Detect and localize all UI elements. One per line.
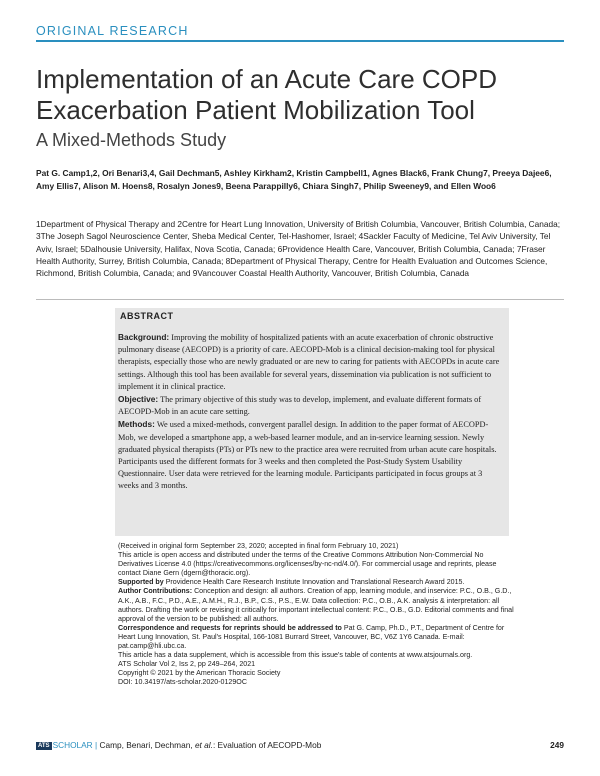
- citation-note: ATS Scholar Vol 2, Iss 2, pp 249–264, 2021: [118, 660, 256, 669]
- methods-label: Methods:: [118, 419, 155, 430]
- abstract-body: [118, 331, 502, 493]
- article-subtitle: A Mixed-Methods Study: [36, 130, 227, 150]
- background-text: Improving the mobility of hospitalized patients with an acute exacerbation of chronic obstructive pulmonary disease (AECOPD) is a priority of care. AECOPD-Mob is a clinical decision-making tool for physical therapists, especially those who are newly graduated or are new to caring for patients with AECOPDs in acute care settings. Although this tool has been available for several years, dissemination via publication is not sufficient to implement it in clinical practice.: [118, 333, 500, 391]
- doi-note: DOI: 10.34197/ats-scholar.2020-0129OC: [118, 678, 247, 687]
- author-list: Pat G. Camp1,2, Ori Benari3,4, Gail Dechman5, Ashley Kirkham2, Kristin Campbell1, Agnes Black6, Frank Chung7, Preeya Dajee6, Amy Ellis7, Alison M. Hoens8, Rosalyn Jones9, Beena Parappilly6, Chiara Singh7, Philip Sweeney9, and Ellen Woo6: [36, 168, 552, 191]
- article-notes: [118, 542, 518, 688]
- abstract-background: [118, 331, 502, 393]
- received-note: (Received in original form September 23, 2020; accepted in final form February 10, 2021): [118, 542, 399, 550]
- running-title: : Evaluation of AECOPD-Mob: [212, 740, 322, 750]
- objective-text: The primary objective of this study was to develop, implement, and evaluate different formats of AECOPD-Mob in an acute care setting.: [118, 395, 482, 417]
- support-label: Supported by: [118, 578, 164, 587]
- page-number: 249: [550, 740, 564, 750]
- et-al: et al.: [194, 740, 213, 750]
- article-title: Implementation of an Acute Care COPD Exacerbation Patient Mobilization Tool: [36, 64, 498, 125]
- scholar-logo-text: SCHOLAR: [52, 740, 93, 750]
- license-note: This article is open access and distributed under the terms of the Creative Commons Attribution Non-Commercial No Derivatives License 4.0 (https://creativecommons.org/licenses/by-nc-nd/4.0/). For commercial usage and reprints, please contact Diane Gern (dgern@thoracic.org).: [118, 551, 497, 578]
- page-footer: [36, 740, 564, 750]
- ats-logo: ATS: [38, 743, 50, 749]
- support-text: Providence Health Care Research Institute Innovation and Translational Research Award 2015.: [165, 578, 465, 587]
- correspondence-note: [118, 624, 518, 651]
- affiliations: 1Department of Physical Therapy and 2Centre for Heart Lung Innovation, University of British Columbia, Vancouver, British Columbia, Canada; 3The Joseph Sagol Neuroscience Center, Sheba Medical Center, Tel-Hashomer, Israel; 4Sackler Faculty of Medicine, Tel Aviv University, Tel Aviv, Israel; 5Dalhousie University, Halifax, Nova Scotia, Canada; 6Providence Health Care, Vancouver, British Columbia, Canada; 7Fraser Health Authority, Surrey, British Columbia, Canada; 8Department of Physical Therapy, Centre for Health Evaluation and Outcomes Science, Richmond, British Columbia, Canada; and 9Vancouver Coastal Health Authority, Vancouver, British Columbia, Canada: [36, 219, 561, 279]
- support-note: [118, 578, 518, 587]
- background-label: Background:: [118, 332, 170, 342]
- correspondence-label: Correspondence and requests for reprints should be addressed to: [118, 623, 342, 632]
- section-rule: [36, 40, 564, 42]
- methods-text: We used a mixed-methods, convergent parallel design. In addition to the paper format of AECOPD-Mob, we developed a smartphone app, a web-based learner module, and an in-service learning session. Newly graduated physical therapists (PTs) or PTs new to the practice area were recruited from urban acute care hospitals. Participants used the different formats for 3 weeks and then completed the Post-Study System Usability Questionnaire. User data were retrieved for the learning module. Participants participated in focus groups at 3 weeks and 3 months.: [118, 420, 497, 491]
- contributions-text: Conception and design: all authors. Creation of app, learning module, and inservice: P.C., O.B., G.D., A.K., A.B., F.C., P.D., A.E., A.M.H., R.J., B.P., C.S., P.S., E.W. Data collection: P.C., O.B., A.K. analysis & interpretation: all authors. Drafting the work or revising it critically for important intellectual content: P.C., O.B., G.D. Editorial comments and final approval of the version to be published: all authors.: [118, 587, 514, 623]
- contributions-label: Author Contributions:: [118, 587, 193, 596]
- abstract-objective: [118, 393, 502, 418]
- header-divider: [36, 299, 564, 300]
- contributions-note: [118, 587, 518, 623]
- copyright-note: Copyright © 2021 by the American Thoracic Society: [118, 669, 281, 678]
- correspondence-text: Pat G. Camp, Ph.D., P.T., Department of Centre for Heart Lung Innovation, St. Paul's Hospital, 166-1081 Burrard Street, Vancouver, BC, V6Z 1Y6 Canada. E-mail: pat.camp@hli.ubc.ca.: [118, 623, 505, 651]
- supplement-note: This article has a data supplement, which is accessible from this issue's table of contents at www.atsjournals.org.: [118, 651, 473, 660]
- abstract-heading: ABSTRACT: [120, 311, 174, 321]
- section-label: ORIGINAL RESEARCH: [36, 24, 189, 38]
- abstract-methods: [118, 418, 502, 492]
- objective-label: Objective:: [118, 394, 159, 405]
- footer-separator: |: [95, 740, 98, 750]
- running-authors: Camp, Benari, Dechman,: [99, 740, 193, 750]
